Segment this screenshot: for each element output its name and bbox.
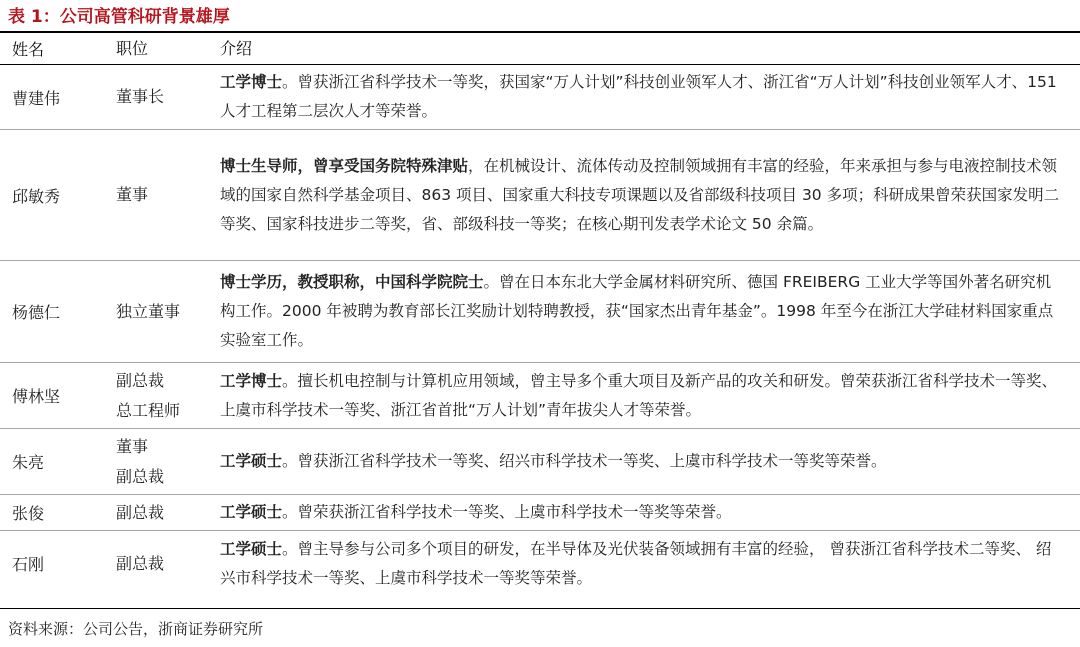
person-name: 杨德仁 <box>0 261 116 363</box>
intro-text: 。曾在日本东北大学金属材料研究所、德国 FREIBERG 工业大学等国外著名研究机构工作。2000 年被聘为教育部长江奖励计划特聘教授，获“国家杰出青年基金”。1998 年至今在浙江大学硅材料国家重点实验室工作。 <box>220 273 1054 349</box>
person-intro <box>220 261 1080 363</box>
person-name: 朱亮 <box>0 429 116 495</box>
intro-highlight: 工学硕士 <box>220 452 283 470</box>
position-line: 董事 <box>116 436 149 456</box>
person-name: 石刚 <box>0 531 116 597</box>
table-title: 表 1：公司高管科研背景雄厚 <box>8 7 230 27</box>
position-line: 副总裁 <box>116 553 165 573</box>
header-intro: 介绍 <box>220 39 253 58</box>
source-note: 资料来源：公司公告，浙商证券研究所 <box>8 620 264 638</box>
table-row <box>0 495 1080 531</box>
person-intro <box>220 130 1080 261</box>
executive-table <box>0 33 1080 597</box>
person-position <box>116 65 220 130</box>
intro-highlight: 博士生导师，曾享受国务院特殊津贴 <box>220 156 469 175</box>
header-row <box>0 33 1080 65</box>
person-intro <box>220 429 1080 495</box>
person-name: 曹建伟 <box>0 65 116 130</box>
intro-highlight: 博士学历，教授职称，中国科学院院士 <box>220 273 484 291</box>
person-name: 傅林坚 <box>0 363 116 429</box>
header-position: 职位 <box>116 38 149 58</box>
person-position <box>116 495 220 531</box>
table-row <box>0 531 1080 597</box>
table-row <box>0 429 1080 495</box>
position-line: 副总裁 <box>116 466 165 486</box>
intro-text: ，在机械设计、流体传动及控制领域拥有丰富的经验，年来承担与参与电液控制技术领域的国家自然科学基金项目、863 项目、国家重大科技专项课题以及省部级科技项目 30 多项；科研成果曾荣获国家发明二等奖、国家科技进步二等奖，省、部级科技一等奖；在核心期刊发表学术论文 50 余篇。 <box>220 156 1060 233</box>
person-name: 邱敏秀 <box>0 130 116 261</box>
intro-highlight: 工学硕士 <box>220 539 283 558</box>
intro-highlight: 工学硕士 <box>220 503 283 521</box>
person-intro <box>220 65 1080 130</box>
position-line: 副总裁 <box>116 502 165 522</box>
person-intro <box>220 495 1080 531</box>
position-line: 独立董事 <box>116 301 181 321</box>
table-row <box>0 65 1080 130</box>
person-intro <box>220 363 1080 429</box>
person-name: 张俊 <box>0 495 116 531</box>
person-position <box>116 531 220 597</box>
person-position <box>116 130 220 261</box>
person-position <box>116 261 220 363</box>
intro-highlight: 工学博士 <box>220 73 283 91</box>
position-line: 副总裁 <box>116 370 165 390</box>
intro-highlight: 工学博士 <box>220 371 283 390</box>
table-row <box>0 261 1080 363</box>
table-row <box>0 130 1080 261</box>
intro-text: 。擅长机电控制与计算机应用领域，曾主导多个重大项目及新产品的攻关和研发。曾荣获浙江省科学技术一等奖、上虞市科学技术一等奖、浙江省首批“万人计划”青年拔尖人才等荣誉。 <box>220 371 1058 419</box>
person-position <box>116 363 220 429</box>
intro-text: 。曾获浙江省科学技术一等奖、绍兴市科学技术一等奖、上虞市科学技术一等奖等荣誉。 <box>282 452 887 470</box>
position-line: 董事 <box>116 185 149 204</box>
position-line: 总工程师 <box>116 400 181 420</box>
position-line: 董事长 <box>116 87 165 106</box>
intro-text: 。曾主导参与公司多个项目的研发，在半导体及光伏装备领域拥有丰富的经验， 曾获浙江省科学技术二等奖、 绍兴市科学技术一等奖、上虞市科学技术一等奖等荣誉。 <box>220 539 1052 587</box>
person-position <box>116 429 220 495</box>
table-bottom-rule <box>0 608 1080 609</box>
intro-text: 。曾荣获浙江省科学技术一等奖、上虞市科学技术一等奖等荣誉。 <box>282 503 732 521</box>
person-intro <box>220 531 1080 597</box>
header-name: 姓名 <box>12 40 45 59</box>
intro-text: 。曾获浙江省科学技术一等奖，获国家“万人计划”科技创业领军人才、浙江省“万人计划”科技创业领军人才、151 人才工程第二层次人才等荣誉。 <box>220 73 1057 120</box>
table-row <box>0 363 1080 429</box>
